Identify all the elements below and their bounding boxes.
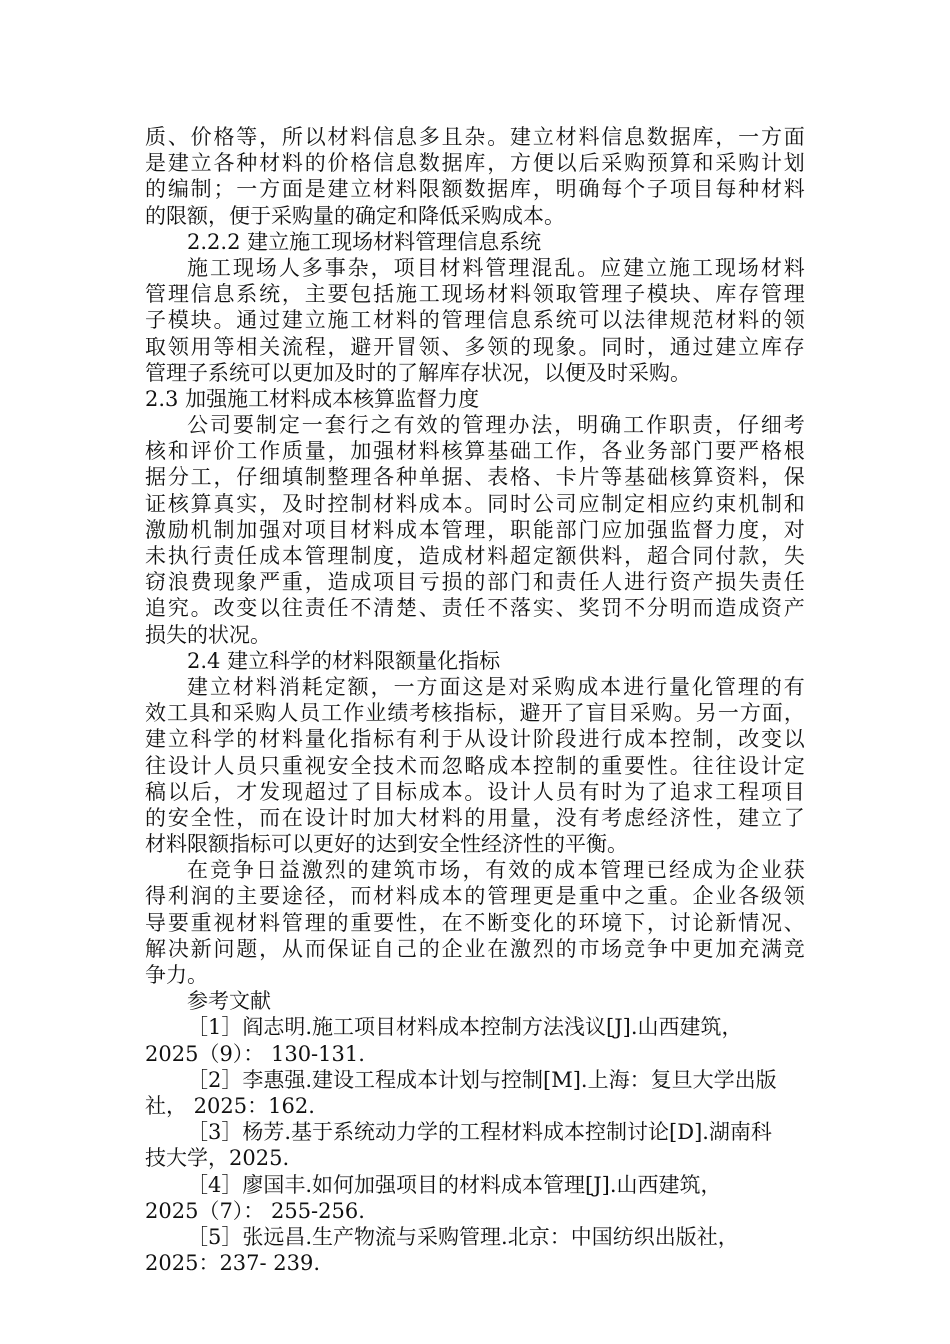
document-body [145,124,805,1276]
text-line: 争力。 [145,963,208,987]
text-line: 的限额，便于采购量的确定和降低采购成本。 [145,203,565,228]
text-line: 窃 浪 费 现 象 严 重 ， 造 成 项 目 亏 损 的 部 门 和 责 任 人 进 行 资 产 损 失 责 任 [145,570,805,595]
text-line: 解 决 新 问 题 ， 从 而 保 证 自 己 的 企 业 在 激 烈 的 市 场 竞 争 中 更 加 充 满 竞 [145,936,805,961]
text-line: 2025（9）： 130-131. [145,1041,365,1066]
text-line: 核 和 评 价 工 作 质 量 ， 加 强 材 料 核 算 基 础 工 作 ， 各 业 务 部 门 要 严 格 根 [145,439,805,464]
text-line: 2025：237- 239. [145,1251,321,1276]
text-line: 是 建 立 各 种 材 料 的 价 格 信 息 数 据 库 ， 方 便 以 后 采 购 预 算 和 采 购 计 划 [145,151,805,176]
text-line: 材料限额指标可以更好的达到安全性经济性的平衡。 [145,832,628,857]
text-line: ［5］张远昌.生产物流与采购管理.北京：中国纺织出版社， [187,1224,739,1249]
text-line: 建 立 材 料 消 耗 定 额 ， 一 方 面 这 是 对 采 购 成 本 进 行 量 化 管 理 的 有 [187,674,805,699]
text-line: 效 工 具 和 采 购 人 员 工 作 业 绩 考 核 指 标 ， 避 开 了 盲 目 采 购 。 另 一 方 面 ， [145,701,805,726]
text-line: 技大学，2025. [145,1146,290,1171]
text-line: 损失的状况。 [145,622,271,647]
text-line: 2.2.2 建立施工现场材料管理信息系统 [187,229,542,254]
text-line: 2.4 建立科学的材料限额量化指标 [187,648,501,673]
text-line: 管 理 信 息 系 统 ， 主 要 包 括 施 工 现 场 材 料 领 取 管 理 子 模 块 、 库 存 管 理 [145,282,805,307]
text-line: 质 、 价 格 等 ， 所 以 材 料 信 息 多 且 杂 。 建 立 材 料 信 息 数 据 库 ， 一 方 面 [145,125,805,149]
text-line: 建 立 科 学 的 材 料 量 化 指 标 有 利 于 从 设 计 阶 段 进 行 成 本 控 制 ， 改 变 以 [145,727,805,752]
text-line: 在 竞 争 日 益 激 烈 的 建 筑 市 场 ， 有 效 的 成 本 管 理 已 经 成 为 企 业 获 [187,858,805,883]
text-line: ［4］廖国丰.如何加强项目的材料成本管理[J].山西建筑， [187,1172,722,1197]
text-line: 的 编 制 ； 一 方 面 是 建 立 材 料 限 额 数 据 库 ， 明 确 每 个 子 项 目 每 种 材 料 [145,177,805,202]
text-line: 追 究 。 改 变 以 往 责 任 不 清 楚 、 责 任 不 落 实 、 奖 罚 不 分 明 而 造 成 资 产 [145,596,805,621]
text-line: 社， 2025：162. [145,1093,315,1118]
text-line: ［1］阎志明.施工项目材料成本控制方法浅议[J].山西建筑， [187,1015,743,1040]
text-line: 参考文献 [187,989,271,1014]
text-line: 2.3 加强施工材料成本核算监督力度 [145,386,480,411]
text-line: 2025（7）： 255-256. [145,1198,365,1223]
text-line: 公 司 要 制 定 一 套 行 之 有 效 的 管 理 办 法 ， 明 确 工 作 职 责 ， 仔 细 考 [187,413,805,438]
text-line: 得 利 润 的 主 要 途 径 ， 而 材 料 成 本 的 管 理 更 是 重 中 之 重 。 企 业 各 级 领 [145,884,805,909]
text-line: ［2］李惠强.建设工程成本计划与控制[M].上海：复旦大学出版 [187,1067,777,1092]
text-line: 管理子系统可以更加及时的了解库存状况，以便及时采购。 [145,360,691,385]
text-line: 子 模 块 。 通 过 建 立 施 工 材 料 的 管 理 信 息 系 统 可 以 法 律 规 范 材 料 的 领 [145,308,805,333]
text-line: 取 领 用 等 相 关 流 程 ， 避 开 冒 领 、 多 领 的 现 象 。 同 时 ， 通 过 建 立 库 存 [145,334,805,359]
text-line: 据 分 工 ， 仔 细 填 制 整 理 各 种 单 据 、 表 格 、 卡 片 等 基 础 核 算 资 料 ， 保 [145,465,805,490]
text-line: 稿 以 后 ， 才 发 现 超 过 了 目 标 成 本 。 设 计 人 员 有 时 为 了 追 求 工 程 项 目 [145,779,805,804]
text-line: 导 要 重 视 材 料 管 理 的 重 要 性 ， 在 不 断 变 化 的 环 境 下 ， 讨 论 新 情 况 、 [145,910,805,935]
text-line: 的 安 全 性 ， 而 在 设 计 时 加 大 材 料 的 用 量 ， 没 有 考 虑 经 济 性 ， 建 立 了 [145,805,805,830]
text-line: 未 执 行 责 任 成 本 管 理 制 度 ， 造 成 材 料 超 定 额 供 料 ， 超 合 同 付 款 ， 失 [145,544,805,568]
text-line: 施 工 现 场 人 多 事 杂 ， 项 目 材 料 管 理 混 乱 。 应 建 立 施 工 现 场 材 料 [187,255,805,280]
text-line: ［3］杨芳.基于系统动力学的工程材料成本控制讨论[D].湖南科 [187,1120,772,1145]
text-line: 往 设 计 人 员 只 重 视 安 全 技 术 而 忽 略 成 本 控 制 的 重 要 性 。 往 往 设 计 定 [145,753,805,778]
text-line: 激 励 机 制 加 强 对 项 目 材 料 成 本 管 理 ， 职 能 部 门 应 加 强 监 督 力 度 ， 对 [145,517,805,542]
text-line: 证 核 算 真 实 ， 及 时 控 制 材 料 成 本 。 同 时 公 司 应 制 定 相 应 约 束 机 制 和 [145,491,805,516]
